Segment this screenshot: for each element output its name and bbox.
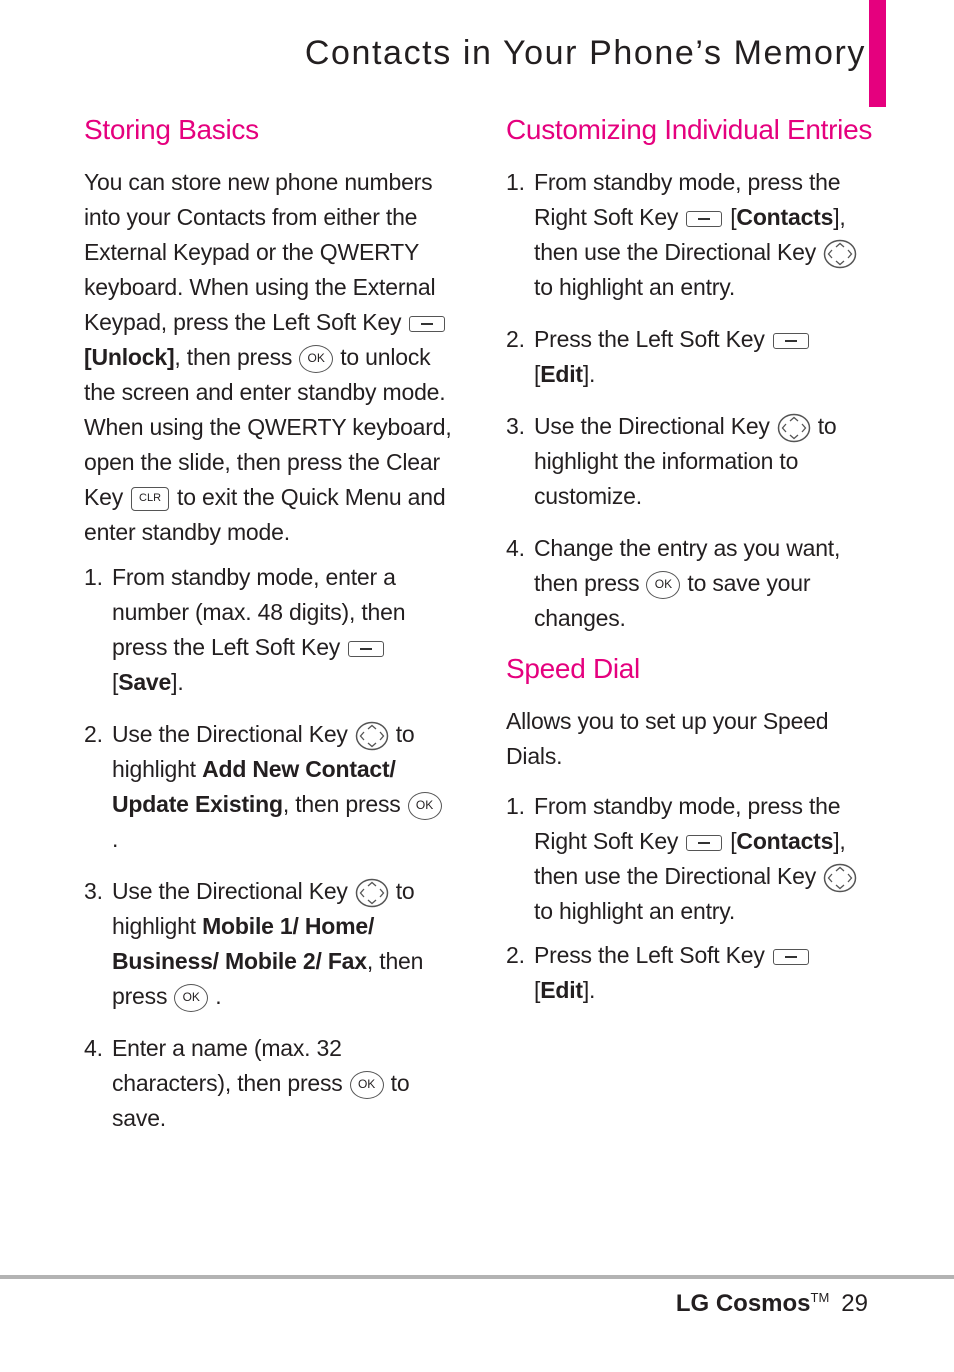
list-item: 2. Press the Left Soft Key[Edit]. [506, 322, 876, 392]
soft-key-icon [773, 949, 809, 965]
chapter-tab [869, 0, 886, 107]
soft-key-icon [409, 316, 445, 332]
list-item: 3. Use the Directional Key to highlight the information to customize. [506, 413, 837, 509]
ok-key-icon: OK [174, 984, 208, 1012]
speed-dial-steps [506, 789, 876, 1008]
footer-brand: LG Cosmos [675, 1290, 811, 1317]
ok-key-icon: OK [350, 1071, 384, 1099]
list-item: 3. Use the Directional Key to highlight Mobile 1/ Home/ Business/ Mobile 2/ Fax, then press OK . [84, 874, 454, 1014]
soft-key-icon [348, 641, 384, 657]
clear-key-icon: CLR [131, 487, 169, 511]
soft-key-icon [686, 835, 722, 851]
directional-key-icon [823, 239, 857, 269]
footer [676, 1290, 868, 1318]
directional-key-icon [777, 413, 811, 443]
customizing-steps [506, 165, 876, 636]
speed-dial-intro: Allows you to set up your Speed Dials. [506, 708, 829, 769]
trademark: TM [810, 1290, 830, 1305]
list-item: 1. From standby mode, press the Right Soft Key [Contacts], then use the Directional Keyto highlight an entry. [506, 165, 876, 305]
customizing-heading: Customizing Individual Entries [506, 114, 873, 145]
ok-key-icon: OK [408, 792, 442, 820]
directional-key-icon [823, 863, 857, 893]
storing-basics-heading: Storing Basics [84, 114, 259, 145]
list-item: 2. Use the Directional Key to highlight Add New Contact/ Update Existing, then press OK. [84, 717, 454, 857]
list-item: 4. Change the entry as you want, then press OK to save your changes. [506, 535, 841, 631]
page-title: Contacts in Your Phone’s Memory [304, 34, 866, 72]
directional-key-icon [355, 721, 389, 751]
storing-intro: You can store new phone numbers into your Contacts from either the External Keypad or the QWERTY keyboard. When using the External Keypad, press the Left Soft Key[Unlock], then press OK to unlock the screen and enter standby mode. When using the QWERTY keyboard, open the slide, then press the Clear Key CLR to exit the Quick Menu and enter standby mode. [84, 169, 452, 545]
footer-rule [0, 1275, 954, 1279]
list-item: 1. From standby mode, press the Right Soft Key [Contacts], then use the Directional Keyto highlight an entry. [506, 789, 876, 929]
storing-steps [84, 560, 454, 1136]
soft-key-icon [773, 333, 809, 349]
page-number: 29 [841, 1290, 868, 1317]
ok-key-icon: OK [299, 345, 333, 373]
left-column [84, 114, 454, 1153]
right-column [506, 114, 876, 1025]
soft-key-icon [686, 211, 722, 227]
list-item: 1. From standby mode, enter a number (max. 48 digits), then press the Left Soft Key[Save]. [84, 564, 406, 695]
list-item: 4. Enter a name (max. 32 characters), then press OK to save. [84, 1035, 410, 1131]
ok-key-icon: OK [646, 571, 680, 599]
directional-key-icon [355, 878, 389, 908]
list-item: 2. Press the Left Soft Key[Edit]. [506, 938, 876, 1008]
speed-dial-heading: Speed Dial [506, 653, 640, 684]
